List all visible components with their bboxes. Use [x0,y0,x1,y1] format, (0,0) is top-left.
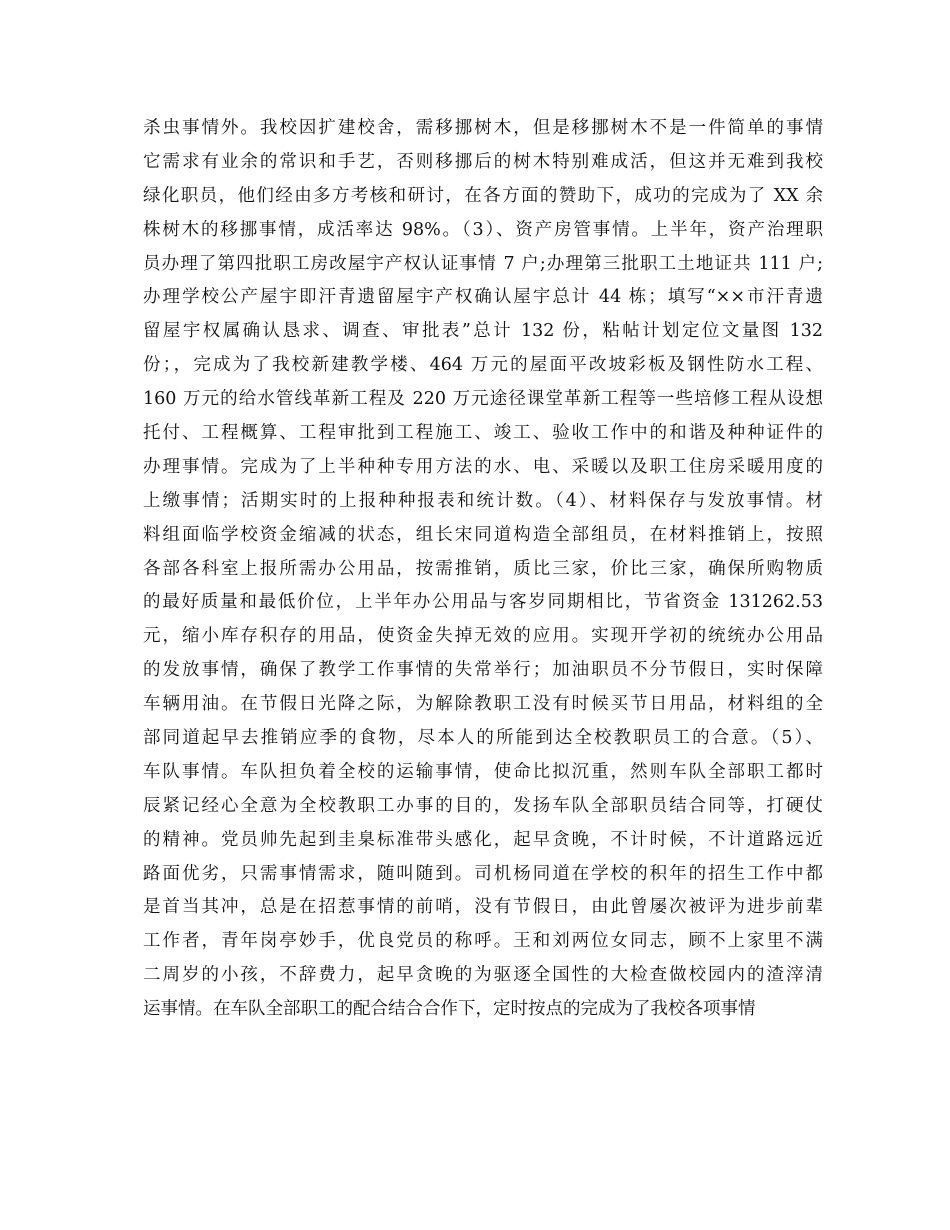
text-line: 上缴事情；活期实时的上报种种报表和统计数。（4）、材料保存与发放事情。材 [143,490,823,511]
text-line: 办理学校公产屋宇即汗青遗留屋宇产权确认屋宇总计 44 栋；填写“××市汗青遗 [143,287,823,308]
text-line: 绿化职员，他们经由多方考核和研讨，在各方面的赞助下，成功的完成为了 XX 余 [143,185,823,206]
text-line: 托付、工程概算、工程审批到工程施工、竣工、验收工作中的和谐及种种证件的 [143,423,823,444]
text-line: 的发放事情，确保了教学工作事情的失常举行；加油职员不分节假日，实时保障 [143,660,823,681]
text-line: 留屋宇权属确认恳求、调查、审批表”总计 132 份，粘帖计划定位文量图 132 [143,321,823,342]
text-line: 办理事情。完成为了上半种种专用方法的水、电、采暖以及职工住房采暖用度的 [143,456,823,477]
text-line: 部同道起早去推销应季的食物，尽本人的所能到达全校教职员工的合意。（5）、 [143,728,823,749]
text-line: 是首当其冲，总是在招惹事情的前哨，没有节假日，由此曾屡次被评为进步前辈 [143,897,823,918]
text-line: 运事情。在车队全部职工的配合结合合作下，定时按点的完成为了我校各项事情 [143,999,756,1020]
text-line: 二周岁的小孩，不辞费力，起早贪晚的为驱逐全国性的大检查做校园内的渣滓清 [143,965,823,986]
text-line: 车队事情。车队担负着全校的运输事情，使命比拟沉重，然则车队全部职工都时 [143,761,823,782]
text-line: 杀虫事情外。我校因扩建校舍，需移挪树木，但是移挪树木不是一件简单的事情 [143,118,823,138]
text-line: 的最好质量和最低价位，上半年办公用品与客岁同期相比，节省资金 131262.53 [143,592,823,613]
text-line: 各部各科室上报所需办公用品，按需推销，质比三家，价比三家，确保所购物质 [143,558,823,579]
text-line: 辰紧记经心全意为全校教职工办事的目的，发扬车队全部职员结合同等，打硬仗 [143,795,823,816]
text-line: 它需求有业余的常识和手艺，否则移挪后的树木特别难成活，但这并无难到我校 [143,151,823,172]
text-line: 路面优劣，只需事情需求，随叫随到。司机杨同道在学校的积年的招生工作中都 [143,863,823,884]
text-line: 份；，完成为了我校新建教学楼、464 万元的屋面平改坡彩板及钢性防水工程、 [143,355,823,376]
text-line: 株树木的移挪事情，成活率达 98%。（3）、资产房管事情。上半年，资产治理职 [143,219,823,240]
text-line: 160 万元的给水管线革新工程及 220 万元途径课堂革新工程等一些培修工程从设想 [143,389,823,410]
text-line: 元，缩小库存积存的用品，使资金失掉无效的应用。实现开学初的统统办公用品 [143,626,823,647]
text-line: 员办理了第四批职工房改屋宇产权认证事情 7 户;办理第三批职工土地证共 111 户; [143,253,823,274]
text-line: 料组面临学校资金缩减的状态，组长宋同道构造全部组员，在材料推销上，按照 [143,524,823,545]
body-text [143,112,823,1027]
text-line: 工作者，青年岗亭妙手，优良党员的称呼。王和刘两位女同志，顾不上家里不满 [143,931,823,952]
text-line: 车辆用油。在节假日光降之际，为解除教职工没有时候买节日用品，材料组的全 [143,694,823,715]
text-line: 的精神。党员帅先起到圭臬标准带头感化，起早贪晚，不计时候，不计道路远近 [143,829,823,850]
